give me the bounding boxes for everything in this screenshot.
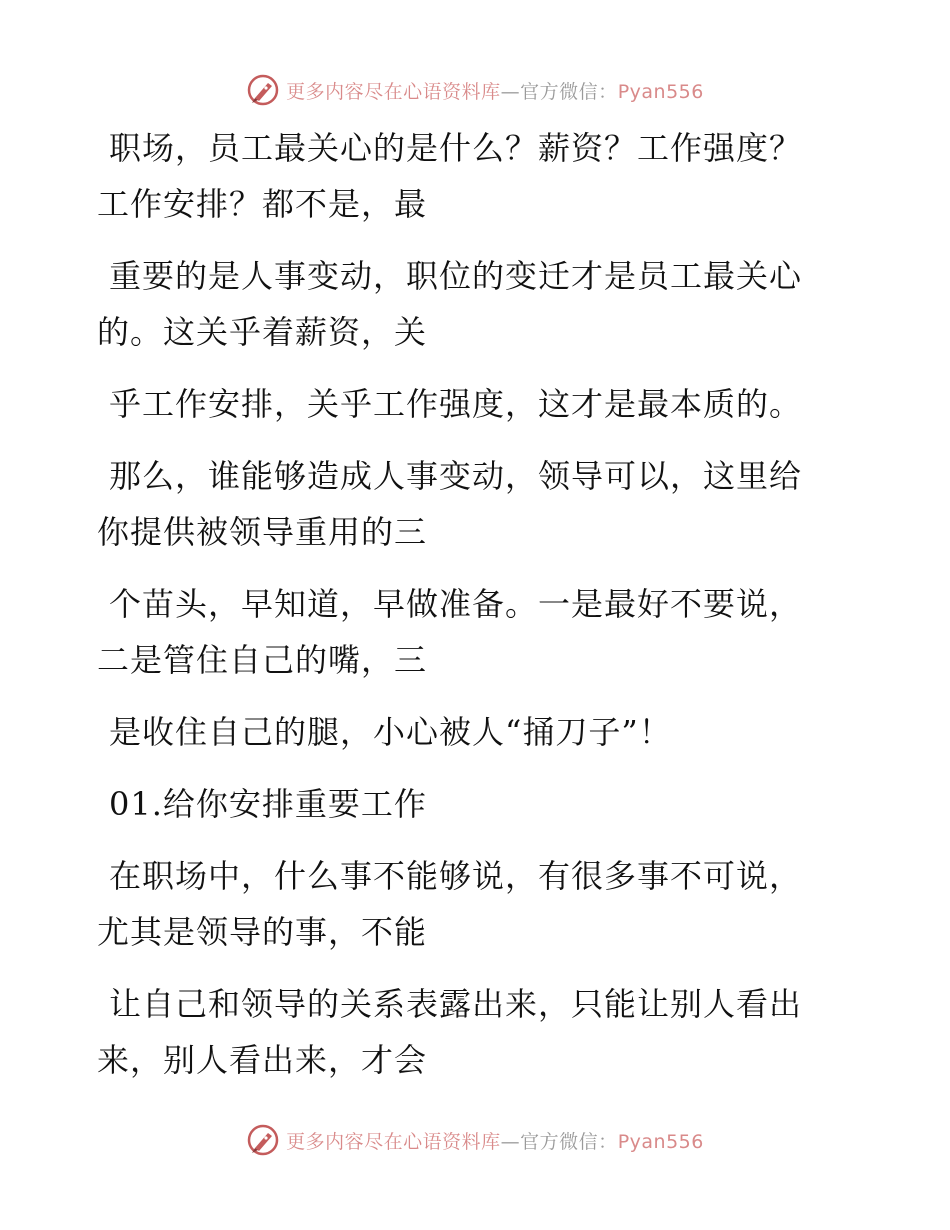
paragraph-line: 是收住自己的腿，小心被人“捅刀子”！ xyxy=(109,713,672,751)
paragraph-line: 工作安排？都不是，最 xyxy=(97,185,428,223)
paragraph xyxy=(97,120,837,232)
banner-text: 更多内容尽在心语资料库—官方微信：Pyan556 xyxy=(286,80,704,103)
paragraph-line: 乎工作安排，关乎工作强度，这才是最本质的。 xyxy=(109,385,803,423)
paragraph xyxy=(97,976,837,1088)
paragraph-line: 的。这关乎着薪资，关 xyxy=(97,313,428,351)
pen-nib-logo-icon xyxy=(246,73,280,107)
paragraph-line: 来，别人看出来，才会 xyxy=(97,1041,428,1079)
paragraph xyxy=(97,448,837,560)
paragraph xyxy=(97,848,837,960)
document-body xyxy=(97,120,837,1104)
paragraph-line: 那么，谁能够造成人事变动，领导可以，这里给 xyxy=(109,457,803,495)
paragraph xyxy=(97,376,837,432)
banner-text: 更多内容尽在心语资料库—官方微信：Pyan556 xyxy=(286,1130,704,1153)
paragraph-line: 让自己和领导的关系表露出来，只能让别人看出 xyxy=(109,985,803,1023)
section-heading-text: 01.给你安排重要工作 xyxy=(109,785,427,823)
paragraph-line: 重要的是人事变动，职位的变迁才是员工最关心 xyxy=(109,257,803,295)
paragraph-line: 职场，员工最关心的是什么？薪资？工作强度？ xyxy=(109,129,803,167)
paragraph xyxy=(97,704,837,760)
paragraph xyxy=(97,576,837,688)
header-banner xyxy=(0,70,950,110)
pen-nib-logo-icon xyxy=(246,1123,280,1157)
paragraph-line: 二是管住自己的嘴，三 xyxy=(97,641,428,679)
paragraph-line: 你提供被领导重用的三 xyxy=(97,513,428,551)
paragraph xyxy=(97,248,837,360)
paragraph-line: 尤其是领导的事，不能 xyxy=(97,913,428,951)
paragraph-line: 个苗头，早知道，早做准备。一是最好不要说， xyxy=(109,585,803,623)
paragraph-line: 在职场中，什么事不能够说，有很多事不可说， xyxy=(109,857,803,895)
footer-banner xyxy=(0,1120,950,1160)
section-heading xyxy=(97,776,837,832)
